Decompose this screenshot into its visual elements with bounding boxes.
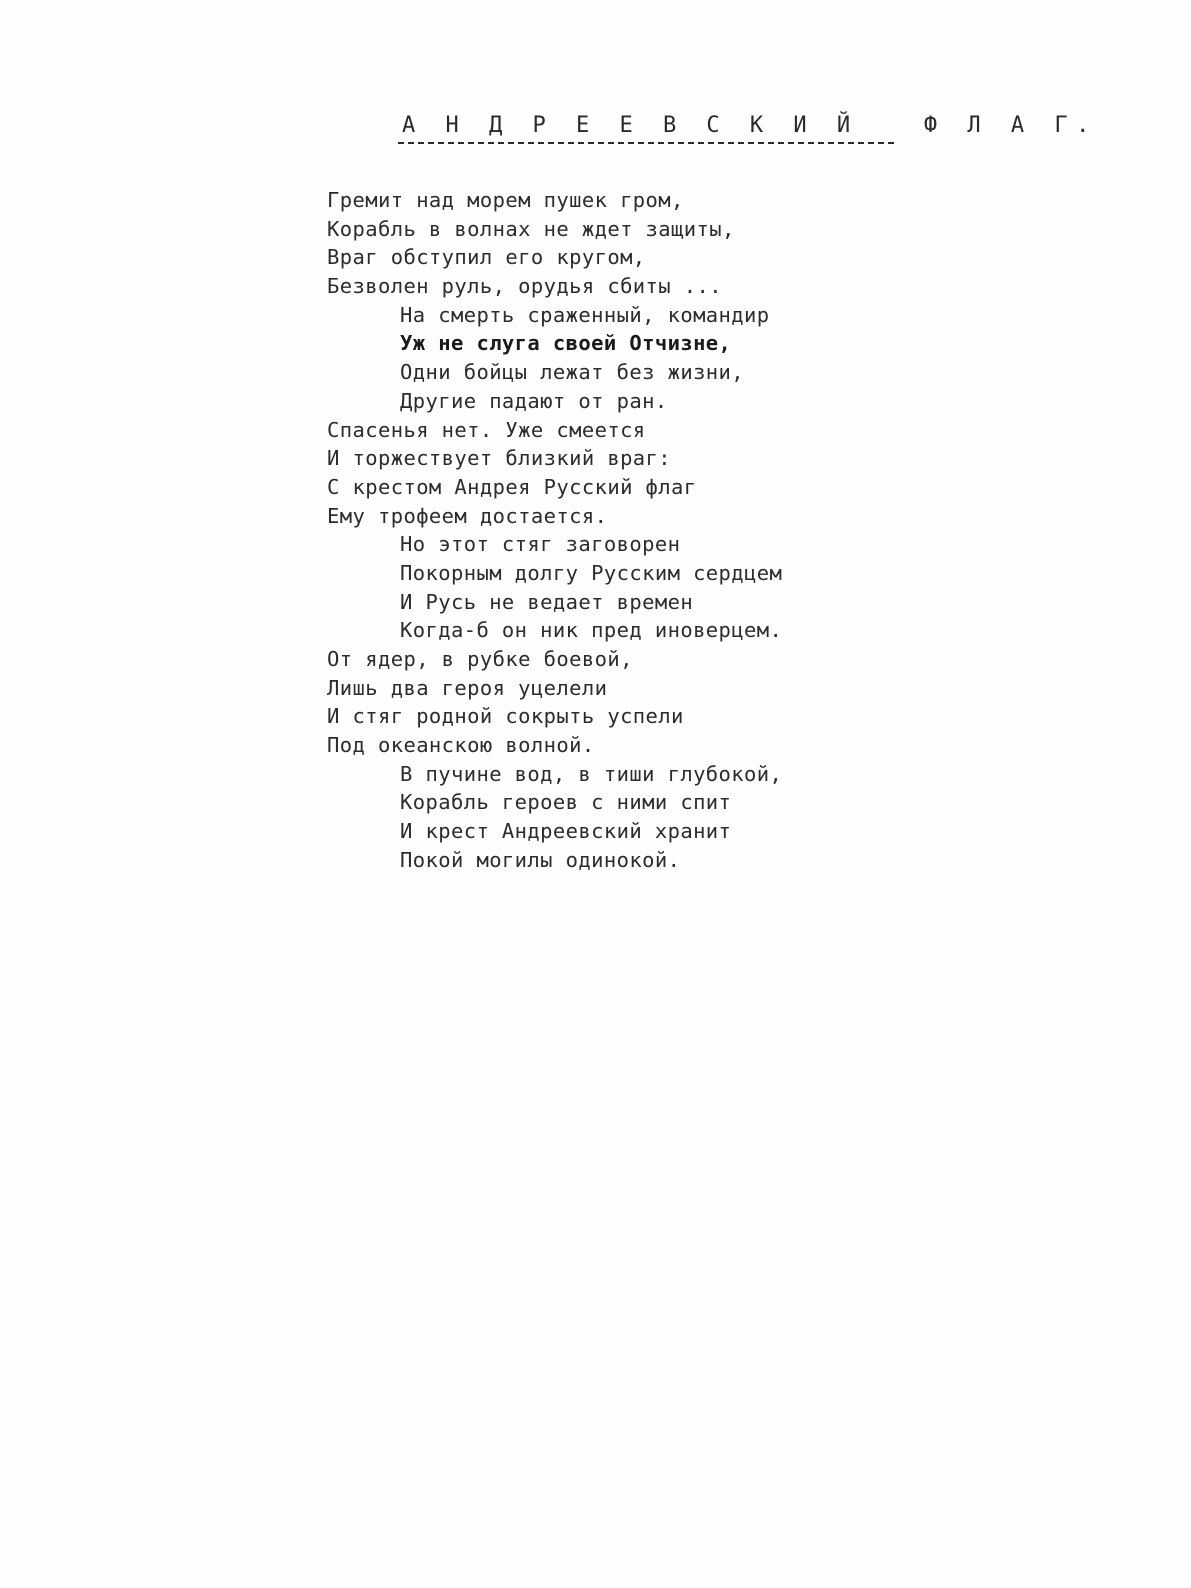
poem-line: Корабль в волнах не ждет защиты, bbox=[327, 216, 735, 241]
poem-line: На смерть сраженный, командир bbox=[400, 302, 770, 327]
document-title: А Н Д Р Е Е В С К И Й Ф Л А Г. bbox=[402, 113, 1098, 138]
poem-line: Покой могилы одинокой. bbox=[400, 847, 681, 872]
title-underline bbox=[398, 142, 894, 144]
poem-line: И крест Андреевский хранит bbox=[400, 819, 732, 844]
poem-line: Спасенья нет. Уже смеется bbox=[327, 417, 646, 442]
poem-line: Враг обступил его кругом, bbox=[327, 245, 646, 270]
poem-line: Гремит над морем пушек гром, bbox=[327, 188, 684, 212]
poem-line: От ядер, в рубке боевой, bbox=[327, 647, 633, 671]
poem-line: С крестом Андрея Русский флаг bbox=[327, 474, 697, 499]
poem-line: Под океанскою волной. bbox=[327, 733, 595, 758]
poem-line: Уж не слуга своей Отчизне, bbox=[400, 331, 732, 356]
poem-line: Но этот стяг заговорен bbox=[400, 532, 681, 557]
poem-line: И Русь не ведает времен bbox=[400, 589, 694, 614]
poem-line: Когда-б он ник пред иноверцем. bbox=[400, 618, 783, 643]
title-block bbox=[398, 112, 1098, 144]
poem-line: Одни бойцы лежат без жизни, bbox=[400, 360, 745, 385]
poem-line: В пучине вод, в тиши глубокой, bbox=[400, 761, 783, 786]
poem-line: И стяг родной сокрыть успели bbox=[327, 704, 684, 729]
poem-line: Покорным долгу Русским сердцем bbox=[400, 560, 783, 585]
poem-line: Корабль героев с ними спит bbox=[400, 790, 732, 815]
poem-line: И торжествует близкий враг: bbox=[327, 446, 672, 471]
poem-line: Лишь два героя уцелели bbox=[327, 675, 608, 700]
poem-line: Ему трофеем достается. bbox=[327, 503, 608, 528]
poem-line: Другие падают от ран. bbox=[400, 388, 668, 413]
poem-line: Безволен руль, орудья сбиты ... bbox=[327, 274, 723, 299]
poem-body bbox=[327, 186, 887, 875]
